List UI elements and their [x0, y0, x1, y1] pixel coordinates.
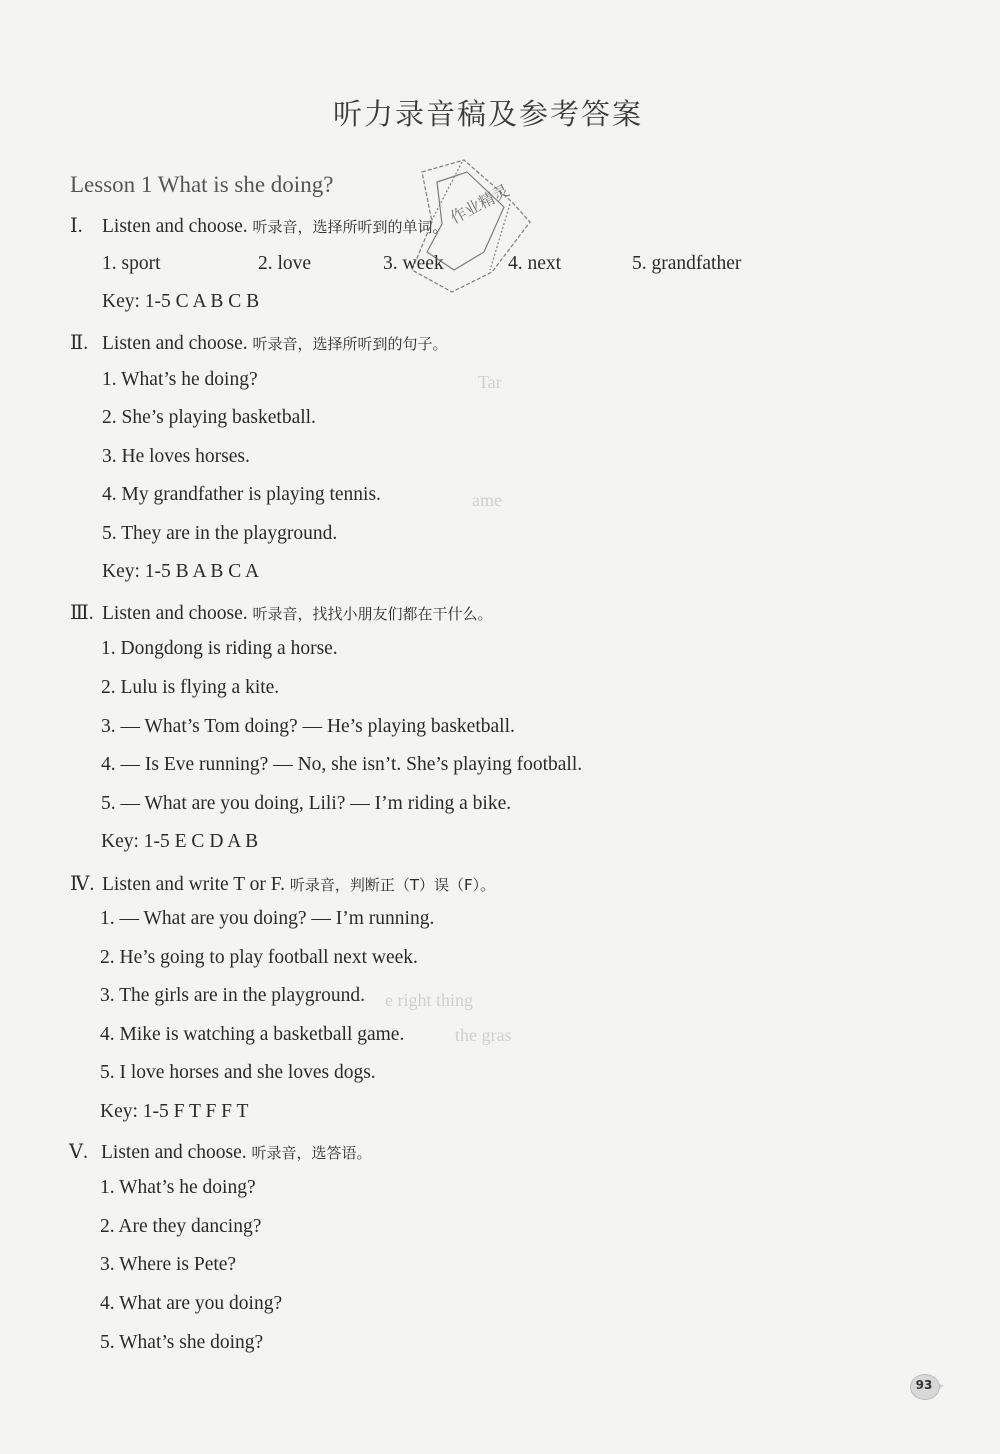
- list-item: 1. What’s he doing?: [100, 1177, 256, 1198]
- list-item: 4. My grandfather is playing tennis.: [102, 484, 381, 505]
- section-3-key: Key: 1-5 E C D A B: [101, 831, 259, 852]
- section-1-key: Key: 1-5 C A B C B: [102, 291, 260, 312]
- list-item: 3. The girls are in the playground.: [100, 985, 365, 1006]
- section-5-heading-en: Listen and choose.: [101, 1142, 247, 1163]
- section-1-heading: [70, 214, 448, 238]
- list-item: 2. Are they dancing?: [100, 1216, 262, 1237]
- section-3-heading: [70, 601, 493, 625]
- page-number: 93: [915, 1378, 933, 1392]
- section-4-heading: [70, 872, 495, 896]
- section-2-key: Key: 1-5 B A B C A: [102, 561, 260, 582]
- list-item: 5. grandfather: [632, 253, 742, 274]
- list-item: 1. — What are you doing? — I’m running.: [100, 908, 435, 929]
- list-item: 5. I love horses and she loves dogs.: [100, 1062, 376, 1083]
- watermark-stamp-icon: [392, 152, 532, 300]
- section-1-heading-en: Listen and choose.: [102, 216, 248, 237]
- section-5-numeral: Ⅴ.: [69, 1142, 88, 1163]
- section-4-heading-en: Listen and write T or F.: [102, 874, 285, 895]
- lesson-heading: Lesson 1 What is she doing?: [70, 172, 334, 197]
- list-item: 3. He loves horses.: [102, 446, 250, 467]
- list-item: 4. Mike is watching a basketball game.: [100, 1024, 405, 1045]
- list-item: 4. — Is Eve running? — No, she isn’t. She’s playing football.: [101, 754, 583, 775]
- list-item: 3. — What’s Tom doing? — He’s playing basketball.: [101, 716, 515, 737]
- section-1-heading-cn: 听录音，选择所听到的单词。: [252, 218, 448, 236]
- section-3-heading-cn: 听录音，找找小朋友们都在干什么。: [252, 605, 493, 623]
- ghost-text: ame: [472, 490, 502, 510]
- section-3-numeral: Ⅲ.: [70, 603, 94, 624]
- section-4-heading-cn: 听录音，判断正（T）误（F）。: [289, 876, 496, 894]
- section-2-numeral: Ⅱ.: [70, 333, 89, 354]
- list-item: 3. Where is Pete?: [100, 1254, 237, 1275]
- list-item: 2. She’s playing basketball.: [102, 407, 316, 428]
- list-item: 4. next: [508, 253, 562, 274]
- list-item: 5. What’s she doing?: [100, 1332, 264, 1353]
- list-item: 4. What are you doing?: [100, 1293, 283, 1314]
- section-4-key: Key: 1-5 F T F F T: [100, 1101, 249, 1122]
- list-item: 3. week: [383, 253, 444, 274]
- list-item: 1. sport: [102, 253, 161, 274]
- list-item: 2. He’s going to play football next week.: [100, 947, 418, 968]
- section-5-heading-cn: 听录音，选答语。: [251, 1144, 372, 1162]
- section-2-heading: [70, 331, 448, 355]
- list-item: 5. — What are you doing, Lili? — I’m riding a bike.: [101, 793, 512, 814]
- page-number-badge: [910, 1374, 946, 1398]
- list-item: 2. love: [258, 253, 312, 274]
- watermark-stamp-text: 作业精灵: [446, 180, 513, 228]
- list-item: 5. They are in the playground.: [102, 523, 338, 544]
- section-2-heading-en: Listen and choose.: [102, 333, 248, 354]
- section-2-heading-cn: 听录音，选择所听到的句子。: [252, 335, 448, 353]
- section-1-numeral: Ⅰ.: [70, 216, 83, 237]
- ghost-text: Tar: [478, 372, 502, 392]
- section-4-numeral: Ⅳ.: [70, 874, 95, 895]
- ghost-text: the gras: [455, 1025, 512, 1045]
- ghost-text: e right thing: [385, 990, 473, 1010]
- list-item: 2. Lulu is flying a kite.: [101, 677, 280, 698]
- list-item: 1. What’s he doing?: [102, 369, 258, 390]
- section-5-heading: [69, 1140, 372, 1164]
- section-3-heading-en: Listen and choose.: [102, 603, 248, 624]
- list-item: 1. Dongdong is riding a horse.: [101, 638, 338, 659]
- page-title: 听力录音稿及参考答案: [332, 97, 643, 131]
